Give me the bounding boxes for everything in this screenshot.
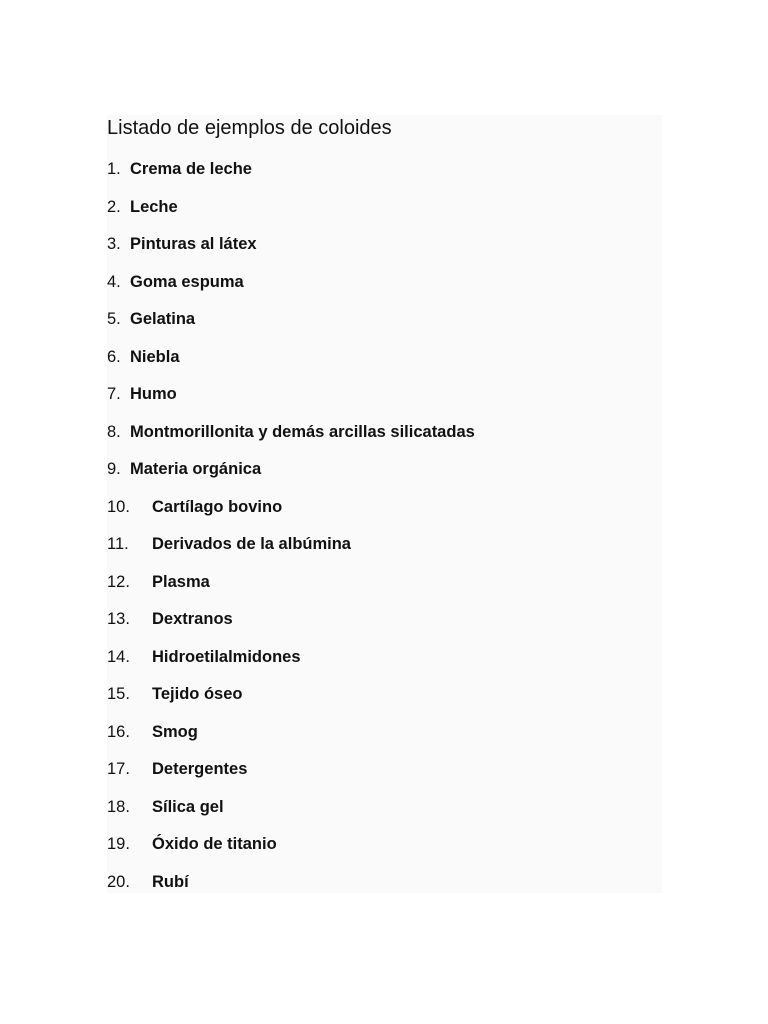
list-item-text: Montmorillonita y demás arcillas silicatadas bbox=[130, 422, 475, 441]
list-item-text: Sílica gel bbox=[152, 797, 224, 816]
list-item-text: Niebla bbox=[130, 347, 180, 366]
list-item-text: Goma espuma bbox=[130, 272, 244, 291]
list-item-text: Plasma bbox=[152, 572, 210, 591]
list-item-number: 17. bbox=[107, 760, 130, 778]
list-item-number: 1. bbox=[107, 160, 121, 178]
list-item-number: 4. bbox=[107, 272, 121, 291]
list-item-number: 3. bbox=[107, 235, 121, 253]
list-item-number: 18. bbox=[107, 797, 130, 816]
list-item-text: Cartílago bovino bbox=[152, 497, 283, 516]
list-item-text: Leche bbox=[130, 197, 178, 216]
list-item-text: Derivados de la albúmina bbox=[152, 535, 351, 553]
list-item-number: 6. bbox=[107, 347, 121, 366]
list-item-text: Crema de leche bbox=[130, 160, 252, 178]
list-item-number: 7. bbox=[107, 385, 121, 403]
list-item-number: 16. bbox=[107, 722, 130, 741]
list-item-text: Tejido óseo bbox=[152, 685, 243, 703]
list-item-text: Dextranos bbox=[152, 610, 233, 628]
list-item-number: 12. bbox=[107, 572, 130, 591]
list-item-text: Detergentes bbox=[152, 760, 248, 778]
list-item-number: 5. bbox=[107, 310, 121, 328]
list-item-number: 2. bbox=[107, 197, 121, 216]
document-content bbox=[107, 115, 662, 893]
list-item-number: 10. bbox=[107, 497, 130, 516]
list-item-text: Óxido de titanio bbox=[152, 835, 277, 853]
list-item-text: Pinturas al látex bbox=[130, 235, 257, 253]
list-item-number: 14. bbox=[107, 647, 130, 666]
list-item-text: Humo bbox=[130, 385, 177, 403]
list-item-text: Rubí bbox=[152, 872, 189, 891]
list-item-text: Gelatina bbox=[130, 310, 196, 328]
list-item-number: 20. bbox=[107, 872, 130, 891]
list-item-number: 8. bbox=[107, 422, 121, 441]
list-item-number: 9. bbox=[107, 460, 121, 478]
list-item-text: Hidroetilalmidones bbox=[152, 647, 301, 666]
document-title: Listado de ejemplos de coloides bbox=[107, 117, 392, 139]
list-item-number: 13. bbox=[107, 610, 130, 628]
list-item-number: 19. bbox=[107, 835, 130, 853]
list-item-number: 15. bbox=[107, 685, 130, 703]
list-item-text: Smog bbox=[152, 722, 198, 741]
list-item-text: Materia orgánica bbox=[130, 460, 262, 478]
list-item-number: 11. bbox=[107, 535, 129, 553]
